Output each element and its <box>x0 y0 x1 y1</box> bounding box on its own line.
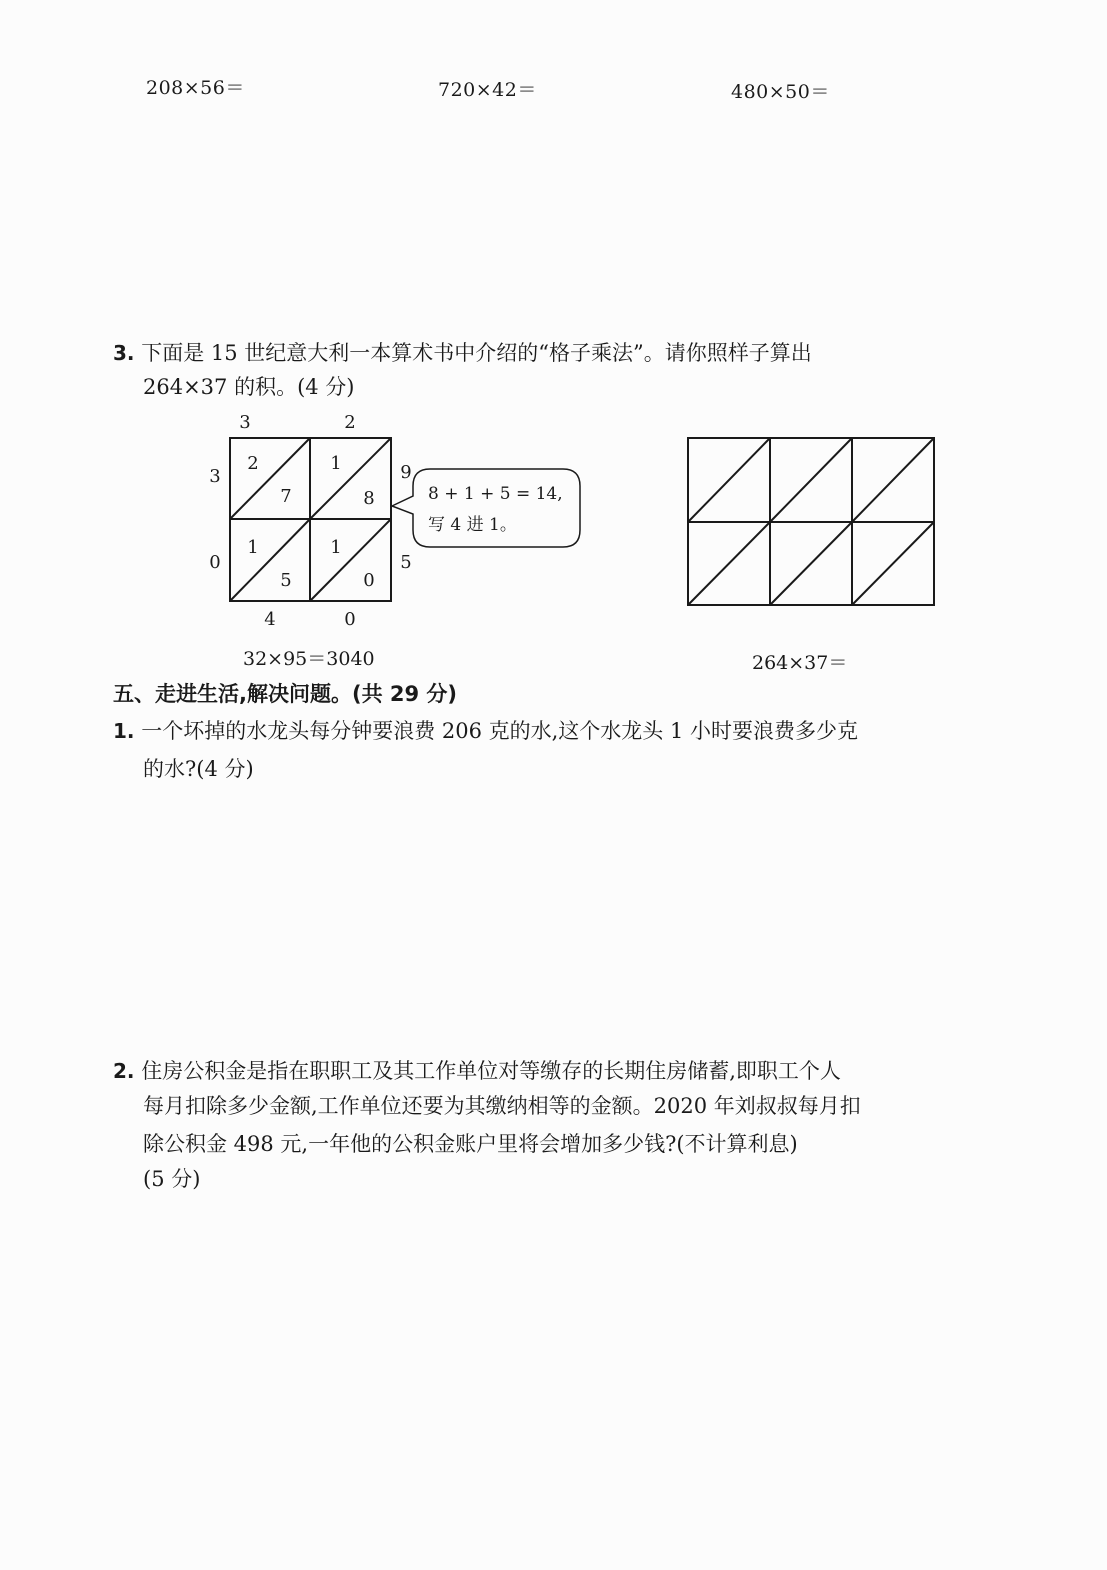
s5-q2-line1 <box>113 1054 841 1088</box>
s5-q1-text-line1: 一个坏掉的水龙头每分钟要浪费 206 克的水,这个水龙头 1 小时要浪费多少克 <box>141 719 859 743</box>
s5-q1-line1 <box>113 714 858 748</box>
calc-208x56: 208×56＝ <box>146 77 245 99</box>
s5-q1-number: 1. <box>113 719 135 743</box>
q3-line1 <box>113 336 812 370</box>
example-left-digit-2: 0 <box>209 552 221 573</box>
callout-line1: 8 + 1 + 5 = 14, <box>428 484 563 504</box>
callout-line2: 写 4 进 1。 <box>428 515 517 535</box>
example-lattice <box>195 405 615 670</box>
s5-q2-text-line2: 每月扣除多少金额,工作单位还要为其缴纳相等的金额。2020 年刘叔叔每月扣 <box>143 1094 861 1118</box>
s5-q2-text-line3: 除公积金 498 元,一年他的公积金账户里将会增加多少钱?(不计算利息) <box>143 1132 798 1156</box>
section5-title: 五、走进生活,解决问题。(共 29 分) <box>113 682 458 706</box>
exercise-caption: 264×37＝ <box>752 652 848 674</box>
example-right-digit-1: 9 <box>400 462 412 483</box>
cell-3-upper: 1 <box>247 537 259 558</box>
q3-text-line1: 下面是 15 世纪意大利一本算术书中介绍的“格子乘法”。请你照样子算出 <box>141 341 812 365</box>
cell-2-lower: 8 <box>363 488 375 509</box>
calc-480x50: 480×50＝ <box>731 81 830 103</box>
example-top-digit-2: 2 <box>344 412 356 433</box>
cell-1-upper: 2 <box>247 453 259 474</box>
cell-1-lower: 7 <box>280 486 292 507</box>
exercise-lattice <box>680 430 945 615</box>
s5-q2-number: 2. <box>113 1059 135 1083</box>
s5-q2-text-line4: (5 分) <box>143 1167 201 1191</box>
cell-3-lower: 5 <box>280 570 292 591</box>
cell-2-upper: 1 <box>330 453 342 474</box>
q3-number: 3. <box>113 341 135 365</box>
q3-text-line2: 264×37 的积。(4 分) <box>143 375 355 399</box>
calc-720x42: 720×42＝ <box>438 79 537 101</box>
callout-bubble <box>392 469 580 547</box>
example-right-digit-2: 5 <box>400 552 412 573</box>
s5-q2-text-line1: 住房公积金是指在职职工及其工作单位对等缴存的长期住房储蓄,即职工个人 <box>141 1059 841 1083</box>
cell-4-lower: 0 <box>363 570 375 591</box>
example-bottom-digit-2: 0 <box>344 609 356 630</box>
cell-4-upper: 1 <box>330 537 342 558</box>
example-top-digit-1: 3 <box>239 412 251 433</box>
s5-q1-text-line2: 的水?(4 分) <box>143 757 254 781</box>
example-bottom-digit-1: 4 <box>264 609 276 630</box>
example-caption: 32×95＝3040 <box>243 648 375 670</box>
example-left-digit-1: 3 <box>209 466 221 487</box>
